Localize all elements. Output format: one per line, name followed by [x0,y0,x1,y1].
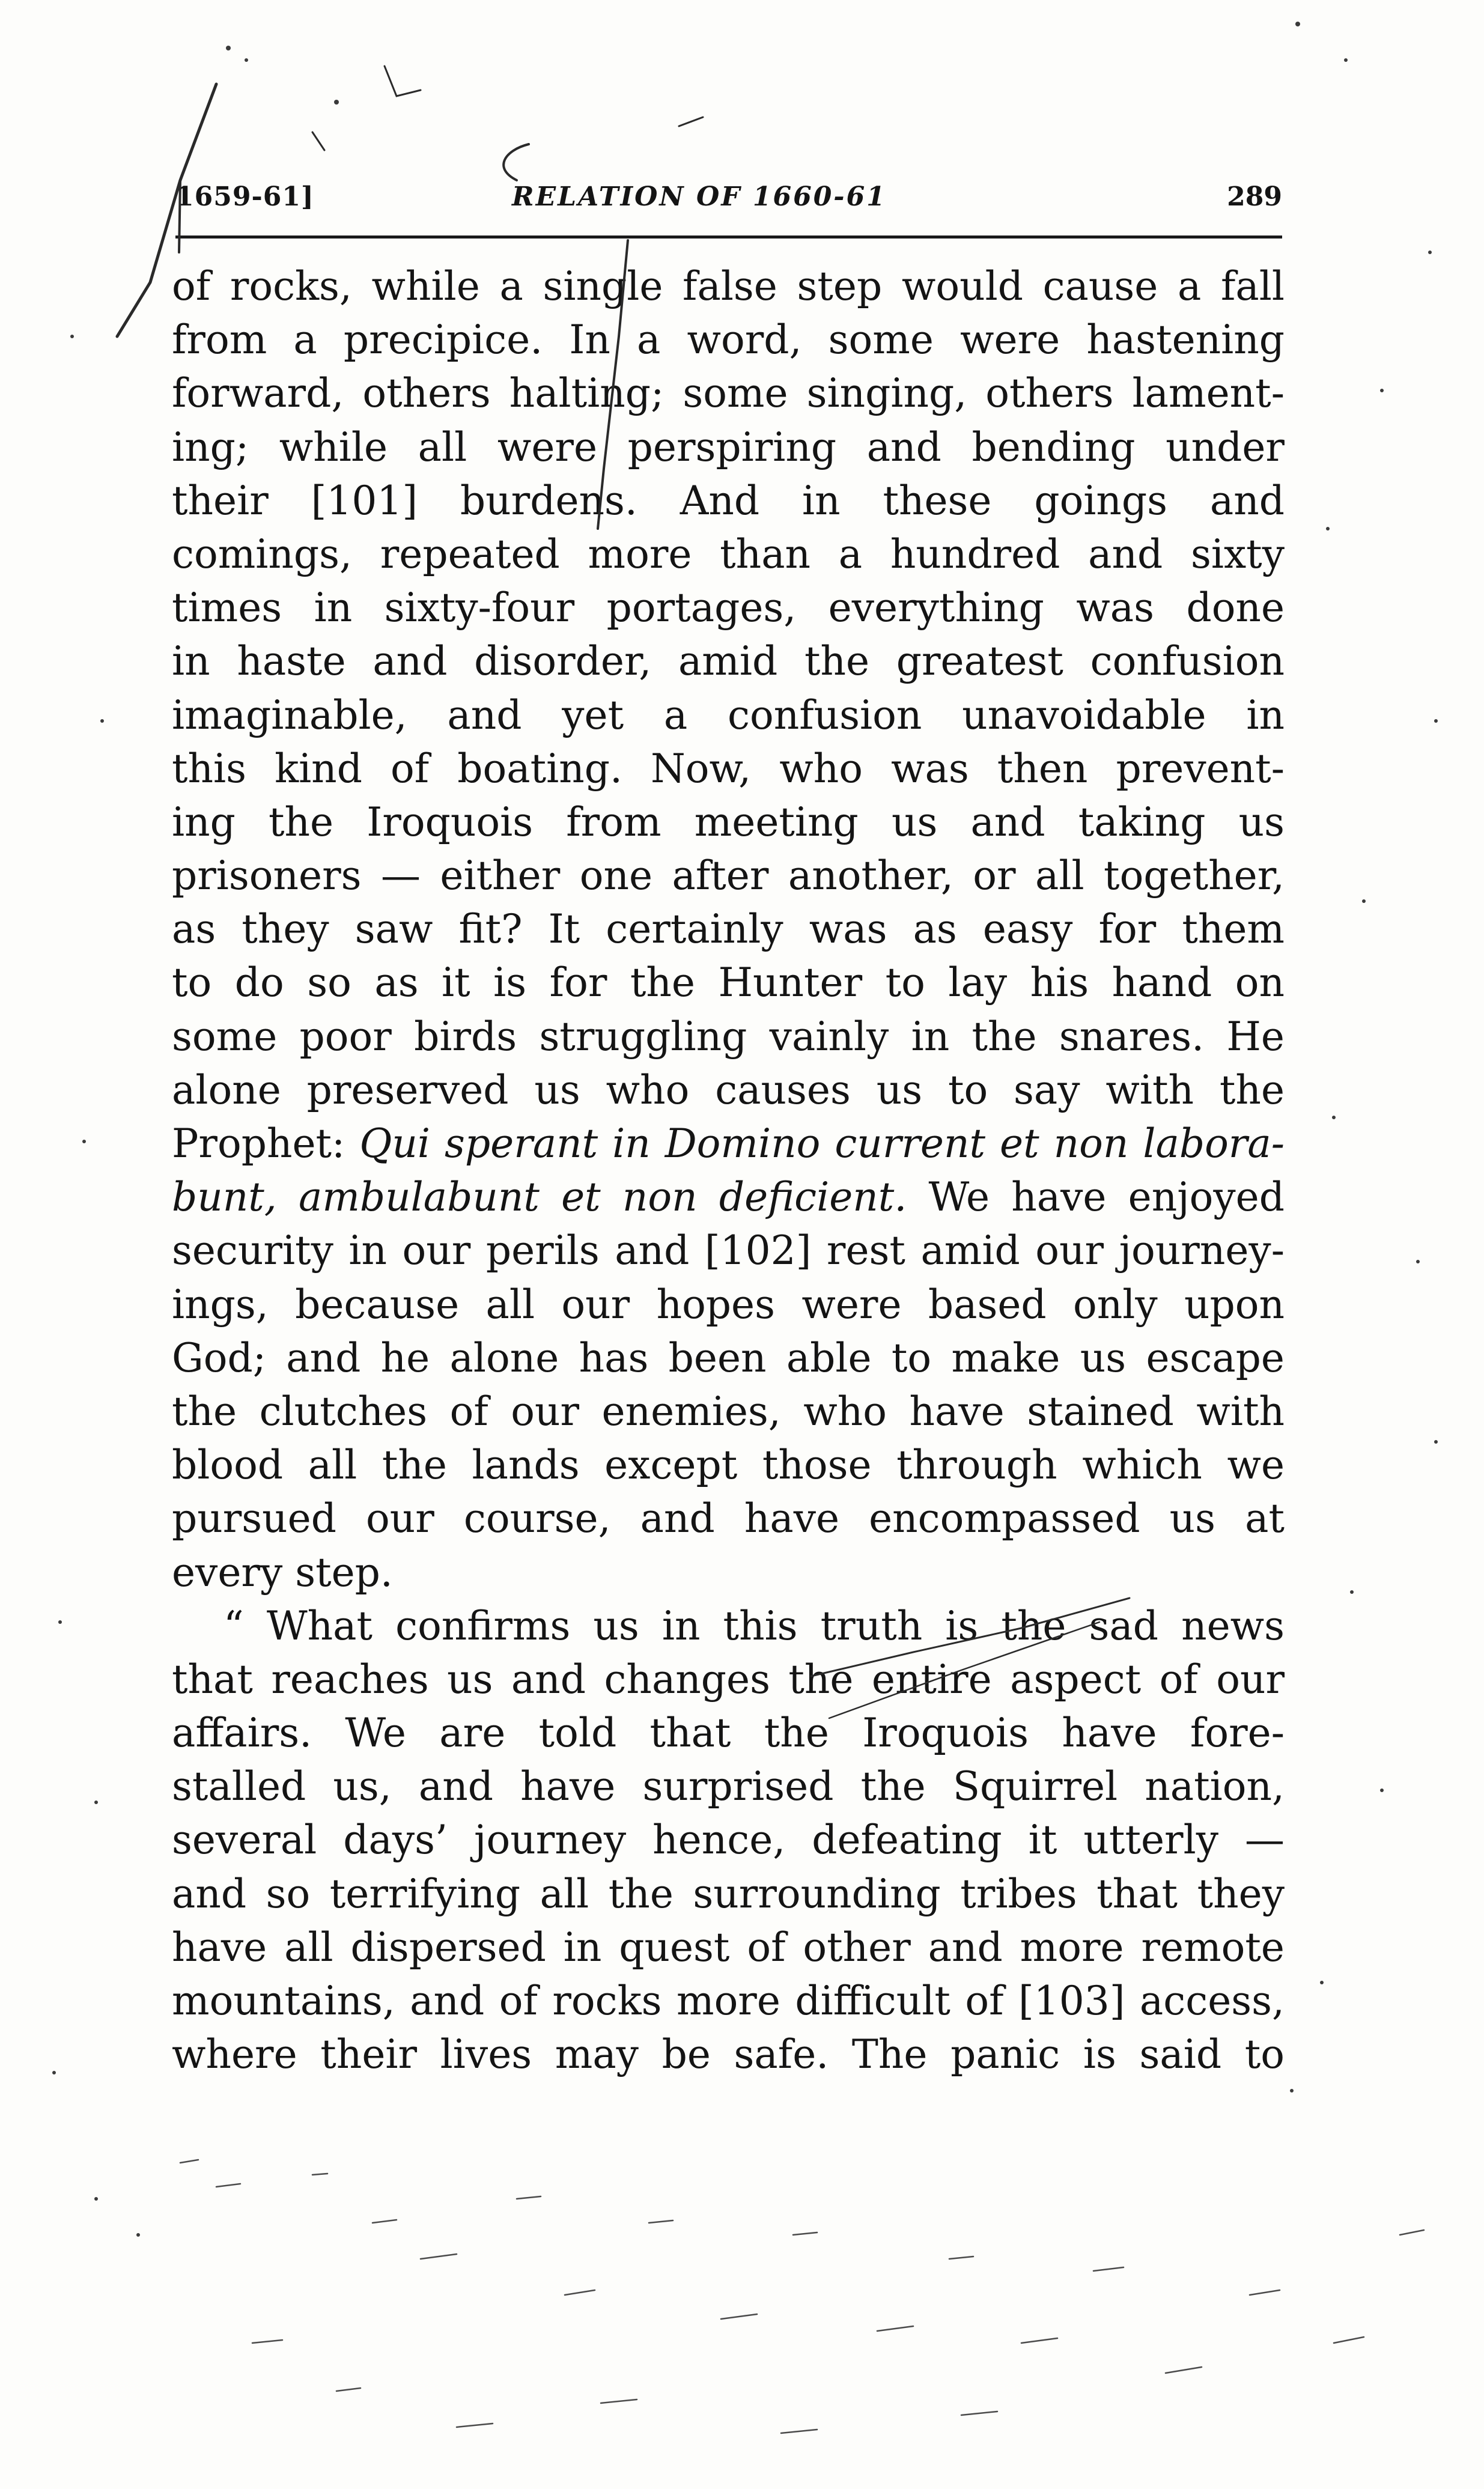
text-line: in haste and disorder, amid the greatest confusion [172,638,1285,685]
text-fragment: We have enjoyed [907,1174,1285,1221]
text-line: pursued our course, and have encompassed us at [172,1495,1285,1542]
text-line: mountains, and of rocks more difficult of [103] access, [172,1978,1285,2024]
text-line: that reaches us and changes the entire aspect of our [172,1656,1285,1703]
pen-stroke [385,66,421,96]
page-number: 289 [1227,181,1282,212]
text-line: times in sixty-four portages, everything was done [172,585,1285,631]
text-line: from a precipice. In a word, some were hastening [172,317,1285,363]
pen-stroke [312,132,324,150]
pen-stroke [679,117,703,126]
text-line: prisoners — either one after another, or all together, [172,852,1285,899]
text-line: “ What confirms us in this truth is the sad news [224,1602,1285,1649]
text-line: forward, others halting; some singing, others lament- [172,370,1285,417]
header-rule [175,236,1282,239]
text-line: to do so as it is for the Hunter to lay his hand on [172,959,1285,1006]
text-line: several days’ journey hence, defeating it utterly — [172,1817,1285,1864]
latin-quote: Qui sperant in Domino current et non labora- [359,1120,1285,1167]
text-line: alone preserved us who causes us to say with the [172,1066,1285,1113]
header-title: RELATION OF 1660-61 [512,181,887,212]
text-line: security in our perils and [102] rest amid our journey- [172,1227,1285,1274]
text-line: God; and he alone has been able to make us escape [172,1334,1285,1381]
text-line: some poor birds struggling vainly in the snares. He [172,1013,1285,1060]
text-line: and so terrifying all the surrounding tribes that they [172,1870,1285,1917]
text-line: of rocks, while a single false step would cause a fall [172,263,1285,309]
text-line: blood all the lands except those through which we [172,1442,1285,1489]
text-line: this kind of boating. Now, who was then prevent- [172,745,1285,792]
text-line: as they saw fit? It certainly was as easy for them [172,906,1285,953]
text-line: the clutches of our enemies, who have stained with [172,1388,1285,1435]
text-line: where their lives may be safe. The panic is said to [172,2031,1285,2078]
text-line: ing the Iroquois from meeting us and taking us [172,798,1285,845]
text-line [172,1117,1285,1170]
text-line: have all dispersed in quest of other and more remote [172,1924,1285,1971]
pen-stroke [503,144,529,180]
text-line: comings, repeated more than a hundred and sixty [172,530,1285,577]
text-line [172,1170,1285,1224]
text-line: imaginable, and yet a confusion unavoidable in [172,691,1285,738]
text-line: ings, because all our hopes were based only upon [172,1281,1285,1328]
text-line: their [101] burdens. And in these goings and [172,477,1285,524]
text-line: stalled us, and have surprised the Squirrel nation, [172,1763,1285,1810]
latin-quote: bunt, ambulabunt et non deficient. [172,1174,907,1221]
body-text [172,260,1285,2081]
text-line: every step. [172,1549,393,1596]
header-years: 1659-61] [175,181,314,212]
text-fragment: Prophet: [172,1120,360,1167]
text-line: ing; while all were perspiring and bending under [172,424,1285,470]
text-line: affairs. We are told that the Iroquois have fore- [172,1710,1285,1757]
running-header [175,178,1282,220]
